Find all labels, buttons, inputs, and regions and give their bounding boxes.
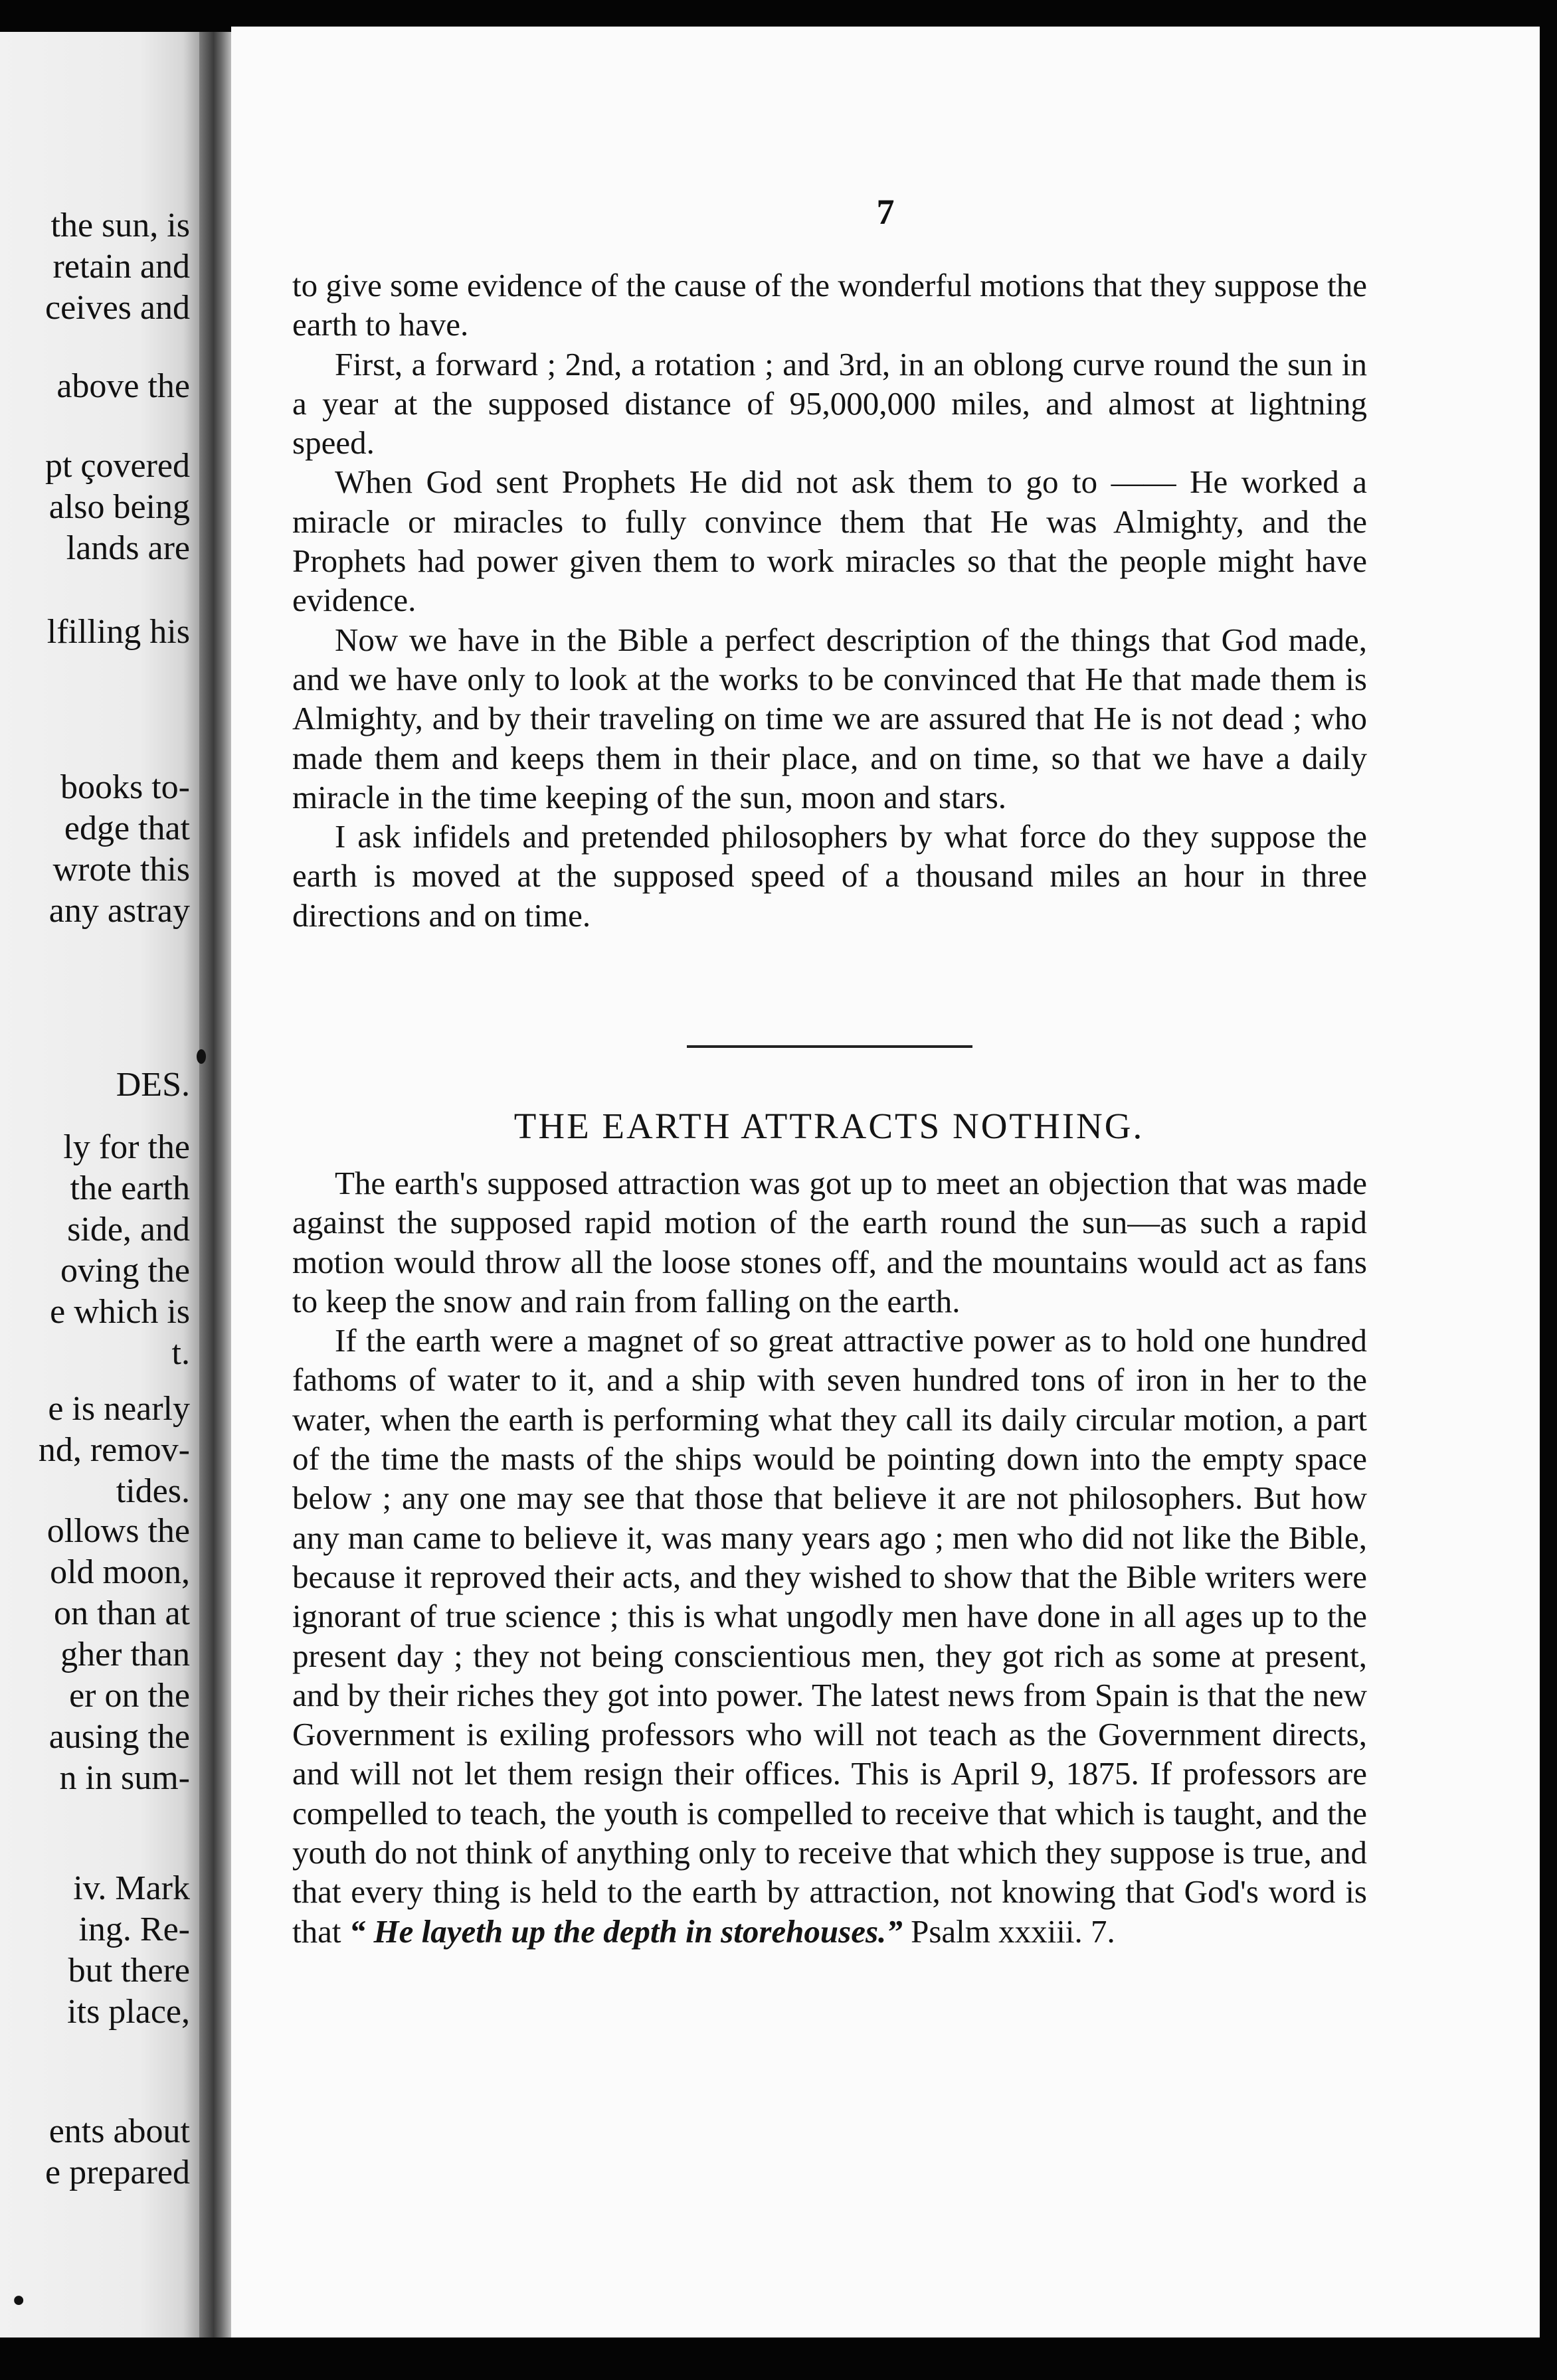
- left-page-mark: •: [9, 2283, 29, 2320]
- left-page-fragment: er on the: [69, 1677, 190, 1715]
- paragraph-motions: First, a forward ; 2nd, a rotation ; and 3rd, in an oblong curve round the sun in a year at the supposed distance of 95,000,000 miles, and almost at lightning speed.: [292, 345, 1367, 462]
- right-page: [231, 27, 1540, 2338]
- left-page-fragment: but there: [68, 1952, 190, 1990]
- scan-bottom-border: [0, 2338, 1557, 2380]
- left-page-fragment: ausing the: [48, 1718, 190, 1756]
- scan-right-border: [1540, 0, 1557, 2380]
- left-page-fragment: old moon,: [50, 1553, 190, 1591]
- left-page-fragment: retain and: [52, 248, 190, 286]
- left-page-fragment: gher than: [60, 1636, 190, 1673]
- left-page-fragment: ly for the: [63, 1128, 190, 1166]
- left-page-fragment: on than at: [53, 1594, 190, 1632]
- left-page-fragment: iv. Mark: [73, 1869, 190, 1907]
- left-page-fragment: nd, remov-: [38, 1431, 190, 1469]
- left-page-fragment: the earth: [70, 1169, 190, 1207]
- left-page-fragment: ollows the: [46, 1512, 190, 1550]
- left-page-fragment: any astray: [48, 892, 190, 930]
- paragraph-infidels: I ask infidels and pretended philosophers by what force do they suppose the earth is moved at the supposed speed of a thousand miles an hour in three directions and on time.: [292, 818, 1367, 934]
- left-page-fragment: ents about: [48, 2112, 190, 2150]
- scripture-quote: “ He layeth up the depth in storehouses.”: [349, 1912, 903, 1950]
- paragraph-attraction: The earth's supposed attraction was got up to meet an objection that was made against the supposed rapid motion of the earth round the sun—as such a rapid motion would throw all the loose stones off, and the mountains would act as fans to keep the snow and rain from falling on the earth.: [292, 1165, 1367, 1319]
- left-page-fragment: wrote this: [52, 851, 190, 889]
- left-page-fragment: DES.: [116, 1066, 190, 1104]
- left-page-fragment: also being: [48, 488, 190, 526]
- scripture-citation: Psalm xxxiii. 7.: [902, 1912, 1115, 1950]
- left-facing-page: [0, 32, 199, 2338]
- left-page-fragment: oving the: [60, 1252, 190, 1290]
- paragraph-prophets: When God sent Prophets He did not ask them to go to —— He worked a miracle or miracles to fully convince them that He was Almighty, and the Prophets had power given them to work miracles so that the people might have evidence.: [292, 464, 1367, 619]
- paragraph-magnet: [292, 1321, 1367, 1951]
- left-page-fragment: ceives and: [45, 289, 190, 327]
- paragraph-magnet-body: If the earth were a magnet of so great attractive power as to hold one hundred fathoms of water to it, and a ship with seven hundred tons of iron in her to the water, when the earth is performing what they call its daily circular motion, a part of the time the masts of the ships would be pointing down into the empty space below ; any one may see that those that believe it are not philosophers. But how any man came to believe it, was many years ago ; men who did not like the Bible, because it reproved their acts, and they wished to show that the Bible writers were ignorant of true science ; this is what ungodly men have done in all ages up to the present day ; they not being conscientious men, they got rich as some at present, and by their riches they got into power. The latest news from Spain is that the new Government is exiling professors who will not teach as the Government directs, and will not let them resign their offices. This is April 9, 1875. If professors are compelled to teach, the youth is compelled to receive that which is taught, and the youth do not think of anything only to receive that which they suppose is true, and that every thing is held to the earth by attraction, not knowing that God's word is that: [292, 1322, 1367, 1950]
- body-text-bottom: [292, 1163, 1367, 1951]
- left-page-fragment: ing. Re-: [78, 1911, 190, 1948]
- body-text-top: [292, 266, 1367, 935]
- paragraph-bible: Now we have in the Bible a perfect description of the things that God made, and we have only to look at the works to be convinced that He that made them is Almighty, and by their traveling on time we are assured that He is not dead ; who made them and keeps them in their place, and on time, so that we have a daily miracle in the time keeping of the sun, moon and stars.: [292, 621, 1367, 815]
- section-heading: THE EARTH ATTRACTS NOTHING.: [513, 1106, 1145, 1146]
- left-page-fragment: side, and: [67, 1211, 190, 1248]
- left-page-fragment: tides.: [116, 1472, 190, 1510]
- page-number: 7: [876, 192, 895, 232]
- book-gutter: [199, 32, 231, 2338]
- left-page-fragment: above the: [56, 367, 190, 405]
- left-page-fragment: pt çovered: [45, 447, 190, 485]
- left-page-fragment: books to-: [60, 768, 190, 806]
- paragraph-continuation: to give some evidence of the cause of the wonderful motions that they suppose the earth to have.: [292, 267, 1367, 343]
- left-page-fragment: e is nearly: [48, 1390, 190, 1428]
- left-page-fragment: lands are: [66, 529, 190, 567]
- section-divider: [687, 1045, 972, 1048]
- left-page-fragment: edge that: [64, 809, 190, 847]
- left-page-fragment: its place,: [67, 1993, 190, 2031]
- left-page-fragment: t.: [171, 1334, 190, 1372]
- left-page-fragment: n in sum-: [59, 1759, 190, 1797]
- left-page-fragment: the sun, is: [50, 207, 190, 244]
- binding-hole: [197, 1049, 206, 1064]
- left-page-fragment: e prepared: [45, 2154, 190, 2191]
- left-page-fragment: lfilling his: [46, 613, 190, 651]
- left-page-fragment: e which is: [50, 1293, 190, 1331]
